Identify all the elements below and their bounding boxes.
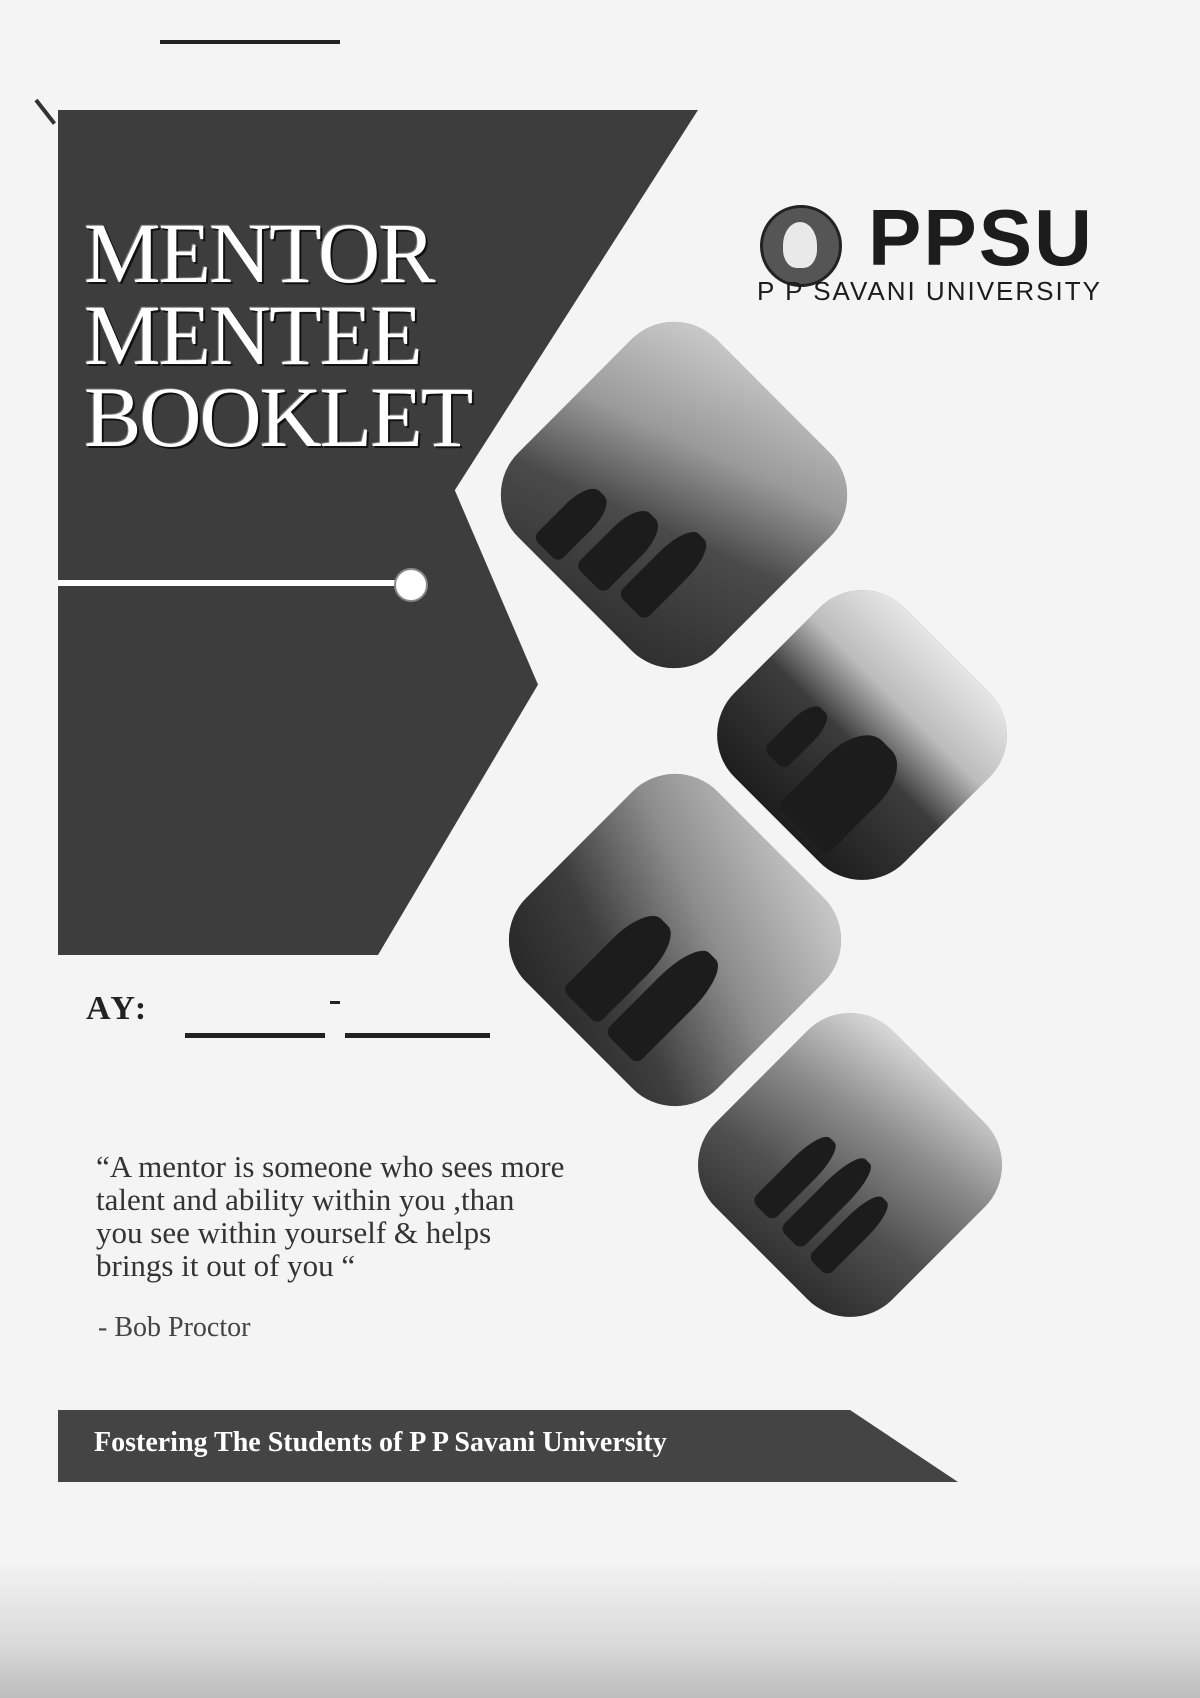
academic-year-separator xyxy=(330,1001,340,1004)
logo-wordmark: PPSU xyxy=(868,193,1094,282)
university-emblem-icon xyxy=(760,205,842,287)
title-line-1: MENTOR xyxy=(84,205,434,301)
booklet-title xyxy=(84,205,472,465)
logo-subtitle: P P SAVANI UNIVERSITY xyxy=(757,276,1102,306)
academic-year-label: AY: xyxy=(86,990,150,1027)
academic-year-end-blank xyxy=(345,1033,490,1038)
footer-tagline: Fostering The Students of P P Savani University xyxy=(94,1427,667,1458)
title-divider-dot xyxy=(394,568,428,602)
title-line-2: MENTEE xyxy=(84,287,421,383)
scan-artifact-corner xyxy=(34,99,56,125)
mentor-quote: “A mentor is someone who sees more talent and ability within you ,than you see within yourself & helps brings it out of you “ xyxy=(96,1149,565,1283)
scan-shadow xyxy=(0,1560,1200,1698)
quote-author: - Bob Proctor xyxy=(98,1312,251,1343)
title-divider-line xyxy=(58,580,408,586)
title-line-3: BOOKLET xyxy=(84,369,472,465)
academic-year-start-blank xyxy=(185,1033,325,1038)
scan-artifact-line xyxy=(160,40,340,44)
